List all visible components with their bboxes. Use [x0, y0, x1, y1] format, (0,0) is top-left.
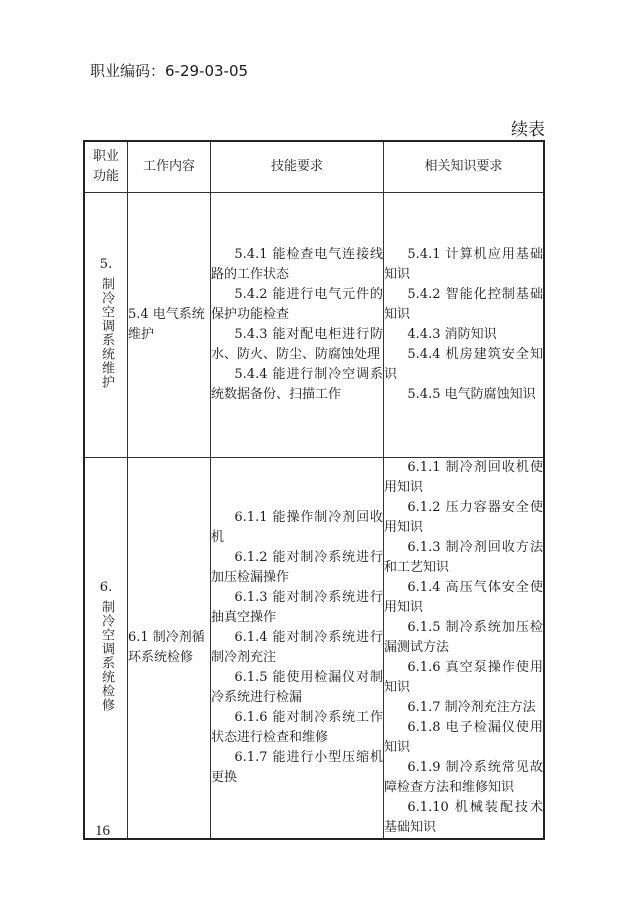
header-knowledge: 相关知识要求 [384, 141, 545, 193]
knowledge-cell [384, 458, 545, 840]
knowledge-item: 6.1.9 制冷系统常见故障检查方法和维修知识 [384, 760, 543, 795]
knowledge-item: 5.4.1 计算机应用基础知识 [384, 247, 543, 282]
knowledge-item: 6.1.6 真空泵操作使用知识 [384, 660, 543, 695]
occupation-standard-table [83, 140, 545, 840]
function-number: 6. [99, 579, 113, 595]
skill-item: 6.1.4 能对制冷系统进行制冷剂充注 [211, 630, 383, 665]
knowledge-item: 6.1.4 高压气体安全使用知识 [384, 580, 543, 615]
table-row [84, 193, 544, 458]
knowledge-item: 5.4.4 机房建筑安全知识 [384, 347, 543, 382]
skill-item: 6.1.3 能对制冷系统进行抽真空操作 [211, 590, 383, 625]
page-number: 16 [95, 823, 110, 839]
function-name: 制冷空调系统维护 [99, 276, 114, 389]
skill-item: 6.1.7 能进行小型压缩机更换 [211, 750, 383, 785]
content-cell: 6.1 制冷剂循环系统检修 [128, 458, 211, 840]
knowledge-item: 4.4.3 消防知识 [407, 327, 497, 342]
function-number: 5. [99, 256, 113, 272]
skill-item: 6.1.1 能操作制冷剂回收机 [211, 510, 383, 545]
table-header-row [84, 141, 544, 193]
knowledge-item: 6.1.1 制冷剂回收机使用知识 [384, 460, 543, 495]
skill-item: 5.4.3 能对配电柜进行防水、防火、防尘、防腐蚀处理 [211, 327, 383, 362]
function-cell [84, 193, 128, 458]
header-content: 工作内容 [128, 141, 211, 193]
skill-item: 5.4.2 能进行电气元件的保护功能检查 [211, 287, 383, 322]
skill-item: 6.1.5 能使用检漏仪对制冷系统进行检漏 [211, 670, 383, 705]
function-name: 制冷空调系统检修 [99, 599, 114, 712]
knowledge-item: 6.1.2 压力容器安全使用知识 [384, 500, 543, 535]
table-row [84, 458, 544, 840]
content-cell: 5.4 电气系统维护 [128, 193, 211, 458]
knowledge-cell [384, 193, 545, 458]
knowledge-item: 6.1.3 制冷剂回收方法和工艺知识 [384, 540, 543, 575]
header-function: 职业 功能 [84, 141, 128, 193]
header-skills: 技能要求 [211, 141, 384, 193]
skill-item: 5.4.4 能进行制冷空调系统数据备份、扫描工作 [211, 367, 383, 402]
skills-cell [211, 458, 384, 840]
knowledge-item: 6.1.5 制冷系统加压检漏测试方法 [384, 620, 543, 655]
knowledge-item: 6.1.10 机械装配技术基础知识 [384, 800, 543, 835]
skill-item: 6.1.2 能对制冷系统进行加压检漏操作 [211, 550, 383, 585]
skill-item: 6.1.6 能对制冷系统工作状态进行检查和维修 [211, 710, 383, 745]
knowledge-item: 5.4.2 智能化控制基础知识 [384, 287, 543, 322]
skills-cell [211, 193, 384, 458]
occupation-code: 职业编码：6-29-03-05 [90, 62, 249, 80]
skill-item: 5.4.1 能检查电气连接线路的工作状态 [211, 247, 383, 282]
function-cell [84, 458, 128, 840]
continued-label: 续表 [511, 120, 545, 140]
knowledge-item: 5.4.5 电气防腐蚀知识 [407, 387, 536, 402]
knowledge-item: 6.1.8 电子检漏仪使用知识 [384, 720, 543, 755]
knowledge-item: 6.1.7 制冷剂充注方法 [407, 700, 536, 715]
